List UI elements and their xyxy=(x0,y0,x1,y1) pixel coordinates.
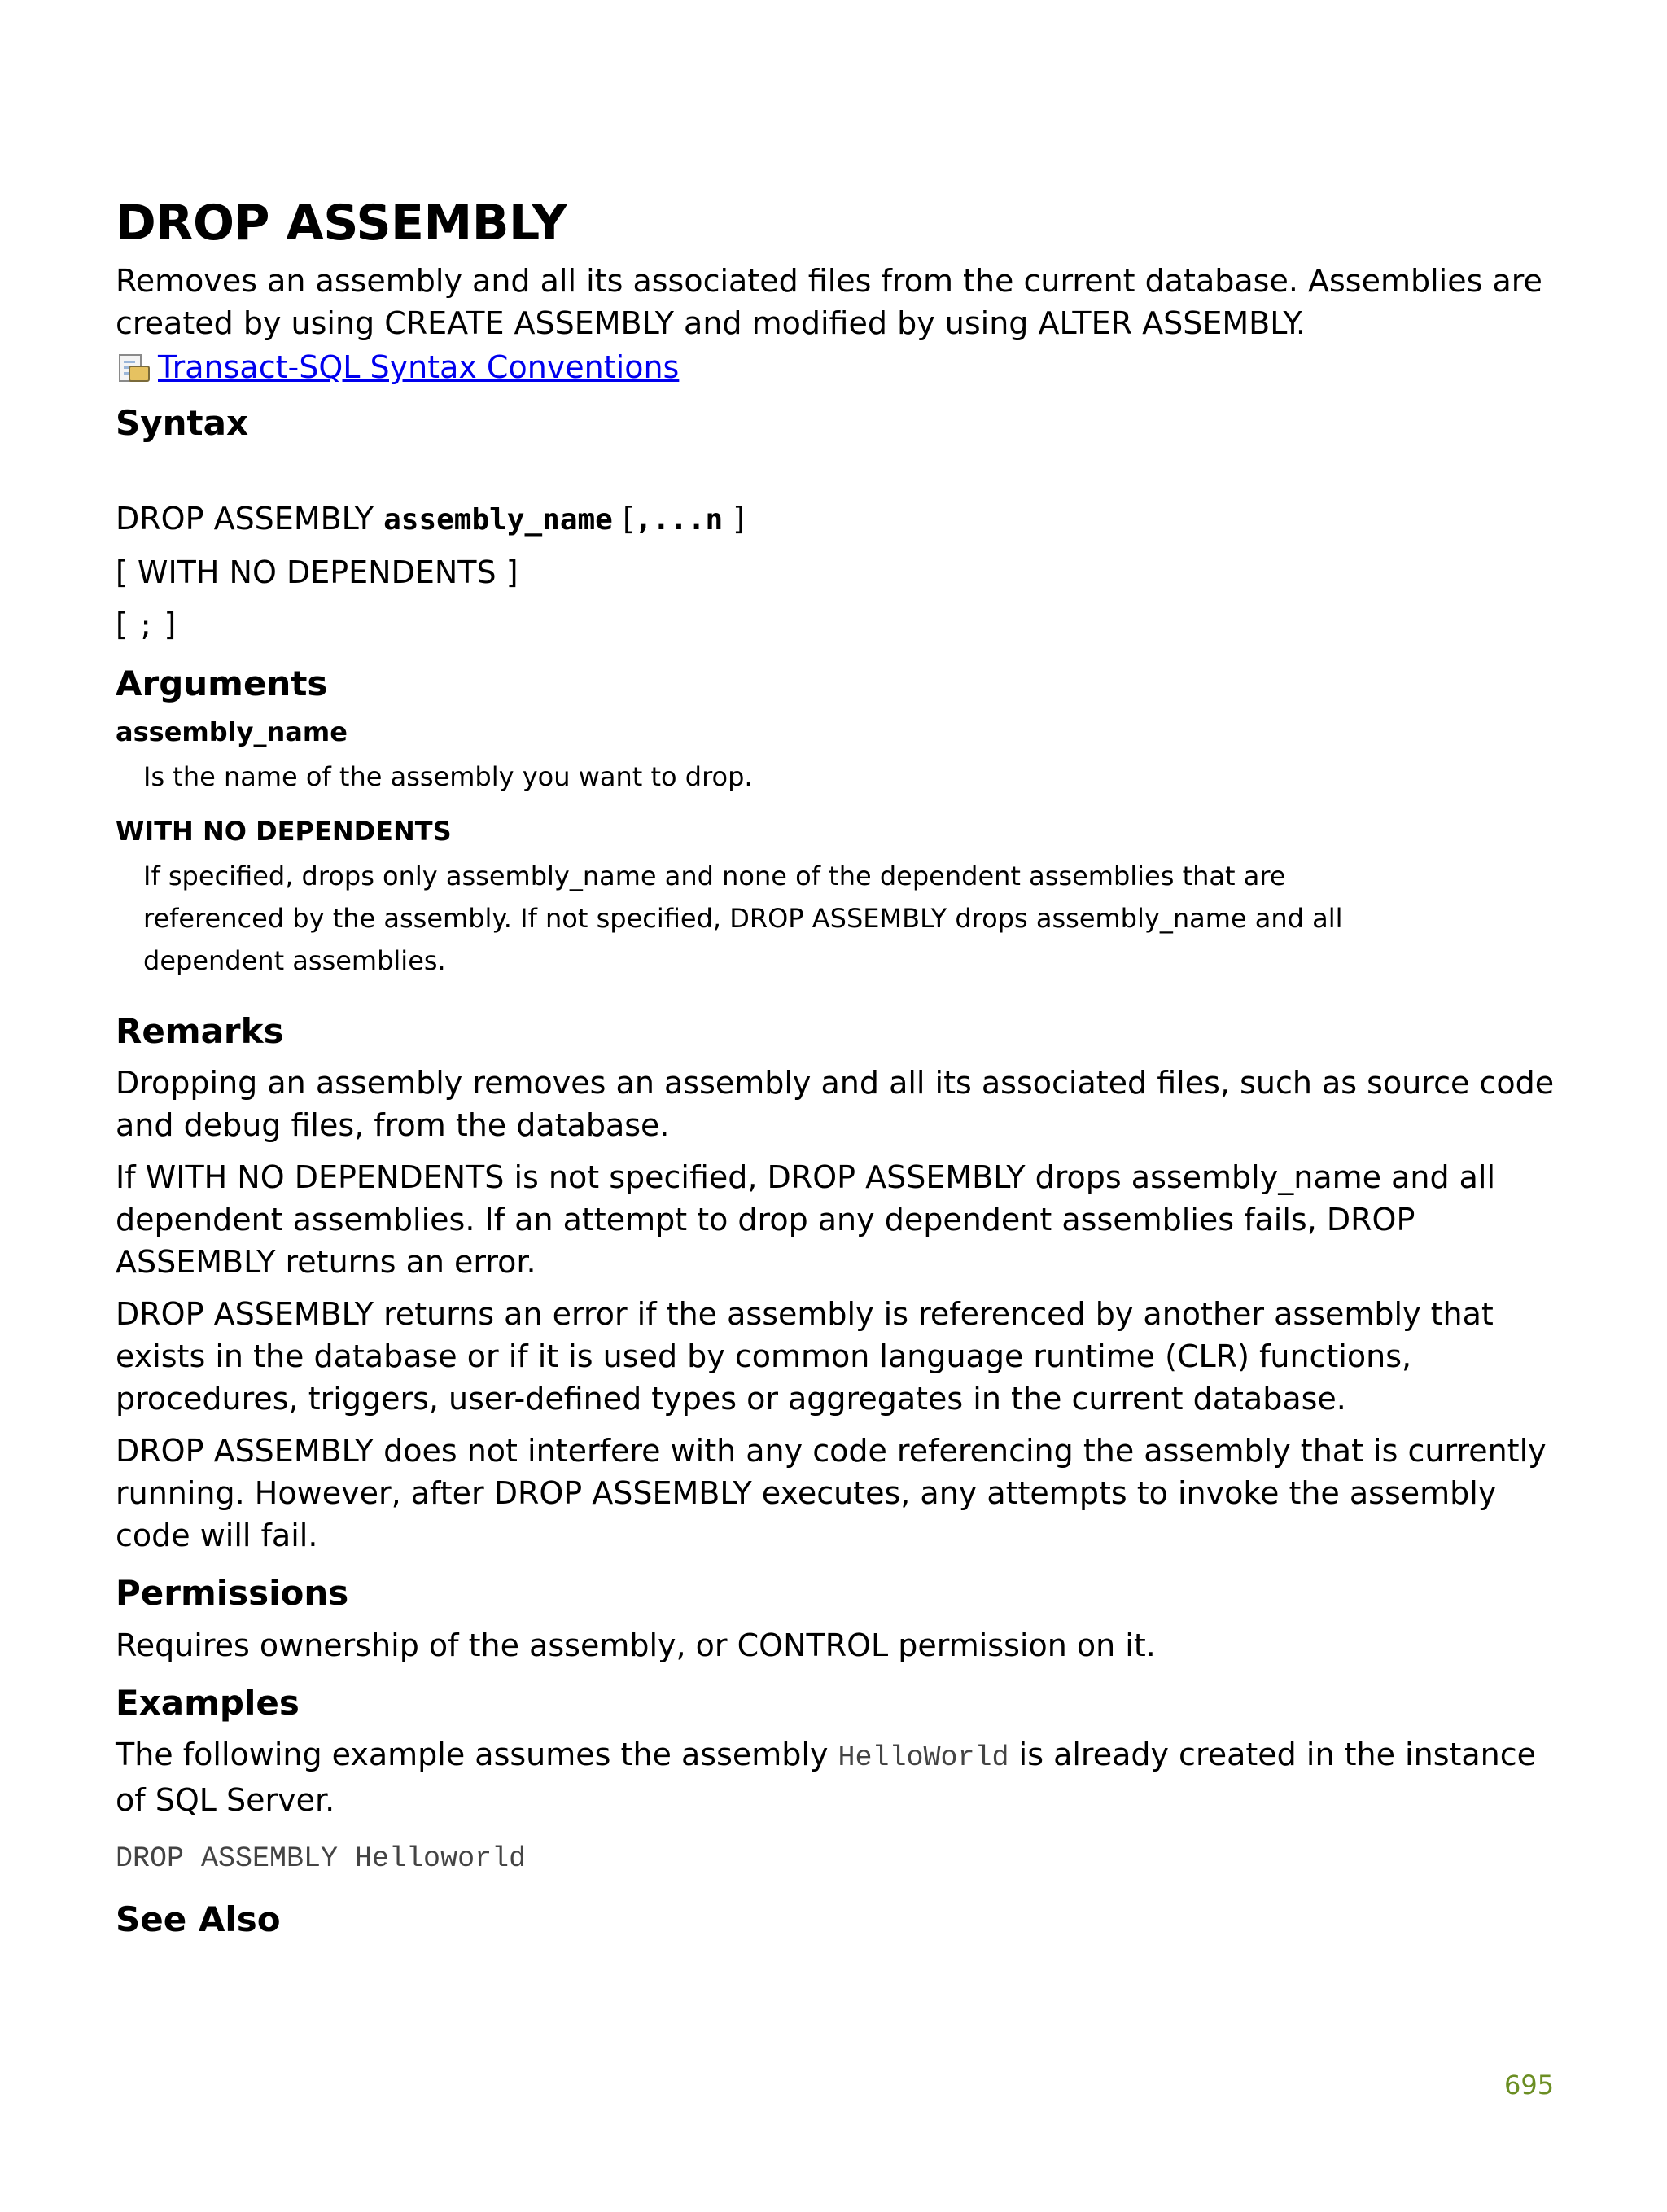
conventions-row xyxy=(116,349,1564,385)
syntax-argument: assembly_name xyxy=(383,503,613,537)
syntax-line-3 xyxy=(116,598,1564,652)
arguments-heading: Arguments xyxy=(116,664,328,704)
syntax-keyword: DROP ASSEMBLY xyxy=(116,501,384,537)
remarks-paragraph: If WITH NO DEPENDENTS is not specified, DROP ASSEMBLY drops assembly_name and all dependent assemblies. If an attempt to drop any dependent assemblies fails, DROP ASSEMBLY returns an error. xyxy=(116,1159,1496,1281)
argument-item xyxy=(116,816,1564,982)
syntax-optional-open: [ xyxy=(612,501,635,537)
permissions-paragraph: Requires ownership of the assembly, or CONTROL permission on it. xyxy=(116,1627,1156,1663)
argument-description: Is the name of the assembly you want to drop. xyxy=(143,760,753,792)
syntax-bracket-open: [ xyxy=(116,607,138,643)
code-example: DROP ASSEMBLY Helloworld xyxy=(116,1842,527,1875)
argument-description: If specified, drops only assembly_name and none of the dependent assemblies that are referenced by the assembly. If not specified, DROP ASSEMBLY drops assembly_name and all dependent assemblies. xyxy=(143,860,1343,976)
remarks-paragraph: DROP ASSEMBLY does not interfere with any code referencing the assembly that is currently running. However, after DROP ASSEMBLY executes, any attempts to invoke the assembly code will fail. xyxy=(116,1433,1547,1554)
conventions-link[interactable]: Transact-SQL Syntax Conventions xyxy=(158,349,680,385)
syntax-block xyxy=(116,493,1564,652)
argument-name: WITH NO DEPENDENTS xyxy=(116,815,452,847)
syntax-heading: Syntax xyxy=(116,403,249,443)
syntax-semicolon: ; xyxy=(137,610,155,643)
remarks-paragraph: Dropping an assembly removes an assembly and all its associated files, such as source code and debug files, from the database. xyxy=(116,1065,1555,1144)
see-also-heading: See Also xyxy=(116,1899,281,1939)
document-icon xyxy=(116,353,148,382)
inline-code: HelloWorld xyxy=(838,1741,1009,1774)
examples-text: is already created in the instance of SQL Server. xyxy=(116,1736,1537,1818)
page-title: DROP ASSEMBLY xyxy=(116,195,567,252)
syntax-bracket-close: ] xyxy=(154,607,177,643)
syntax-optional-close: ] xyxy=(723,501,746,537)
argument-name: assembly_name xyxy=(116,716,348,747)
permissions-heading: Permissions xyxy=(116,1573,349,1614)
syntax-line-2: [ WITH NO DEPENDENTS ] xyxy=(116,554,518,591)
syntax-repeat: ,...n xyxy=(634,503,724,537)
document-page xyxy=(116,195,1564,1940)
argument-item xyxy=(116,716,1564,798)
remarks-paragraph: DROP ASSEMBLY returns an error if the assembly is referenced by another assembly that exists in the database or if it is used by common language runtime (CLR) functions, procedures, triggers, user-defined types or aggregates in the current database. xyxy=(116,1296,1494,1417)
syntax-line-1 xyxy=(116,493,1564,546)
page-number: 695 xyxy=(1504,2070,1555,2100)
examples-paragraph xyxy=(116,1733,1564,1821)
examples-text: The following example assumes the assembly xyxy=(116,1736,838,1772)
intro-paragraph: Removes an assembly and all its associated files from the current database. Assemblies are created by using CREATE ASSEMBLY and modified by using ALTER ASSEMBLY. xyxy=(116,263,1542,341)
examples-heading: Examples xyxy=(116,1682,300,1723)
remarks-heading: Remarks xyxy=(116,1010,284,1051)
